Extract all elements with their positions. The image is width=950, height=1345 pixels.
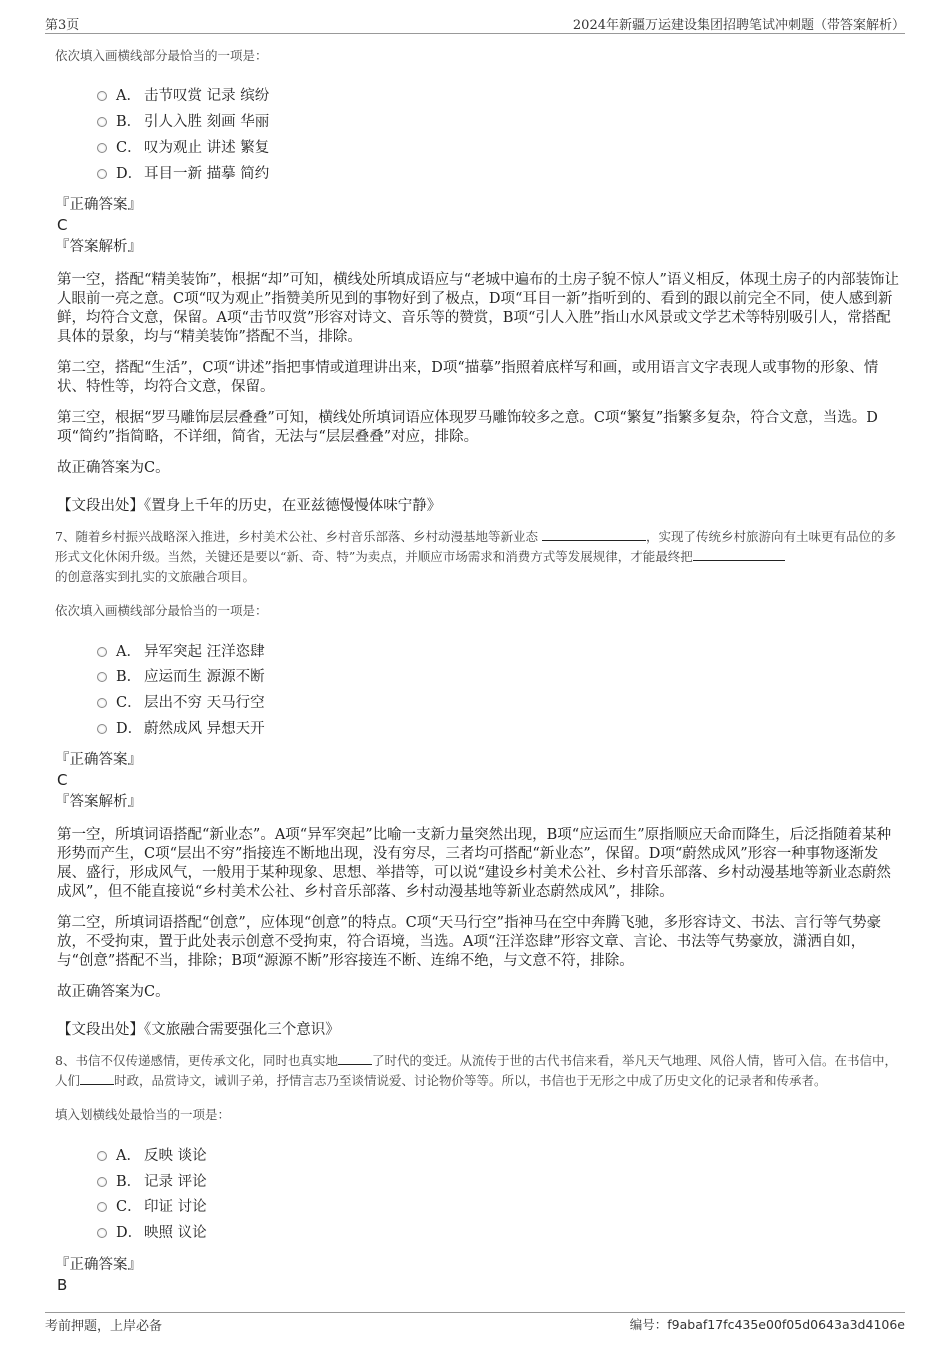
q7-prompt: 依次填入画横线部分最恰当的一项是： xyxy=(55,603,268,619)
q8-answer-label: 『正确答案』 xyxy=(55,1256,142,1273)
q7-source: 【文段出处】《文旅融合需要强化三个意识》 xyxy=(57,1022,340,1039)
q7-analysis-paragraph: 第二空，所填词语搭配“创意”，应体现“创意”的特点。C项“天马行空”指神马在空中奔腾飞驰，多形容诗文、书法、言行等气势豪放，不受拘束，置于此处表示创意不受拘束，符合语境，当选。A项“汪洋恣肆”形容文章、言论、书法等气势豪放，潇洒自如，与“创意”搭配不当，排除；B项“源源不断”形容接连不断、连绵不绝，与文意不符，排除。 xyxy=(57,915,882,970)
q7-answer-label: 『正确答案』 xyxy=(55,752,142,769)
q8-options xyxy=(97,1141,900,1244)
radio-icon[interactable] xyxy=(97,143,107,153)
q8-option-c[interactable]: C． 印证 讨论 xyxy=(97,1193,900,1219)
q6-option-c[interactable]: C． 叹为观止 讲述 繁复 xyxy=(97,134,900,160)
q6-analysis-label: 『答案解析』 xyxy=(55,239,142,256)
document-id: 编号：f9abaf17fc435e00f05d0643a3d4106e xyxy=(629,1317,905,1332)
q8-answer: B xyxy=(57,1275,68,1294)
radio-icon[interactable] xyxy=(97,1228,107,1238)
q6-analysis-paragraph: 第二空，搭配“生活”，C项“讲述”指把事情或道理讲出来，D项“描摹”指照着底样写和画，或用语言文字表现人或事物的形象、情状、特性等，均符合文意，保留。 xyxy=(57,360,879,396)
radio-icon[interactable] xyxy=(97,117,107,127)
radio-icon[interactable] xyxy=(97,698,107,708)
q7-option-b[interactable]: B． 应运而生 源源不断 xyxy=(97,663,900,689)
q6-source: 【文段出处】《置身上千年的历史，在亚兹德慢慢体味宁静》 xyxy=(57,498,442,515)
q8-option-d[interactable]: D． 映照 议论 xyxy=(97,1219,900,1245)
radio-icon[interactable] xyxy=(97,672,107,682)
radio-icon[interactable] xyxy=(97,1202,107,1212)
page-number: 第3页 xyxy=(45,18,80,33)
document-title: 2024年新疆万运建设集团招聘笔试冲刺题（带答案解析） xyxy=(572,18,905,33)
radio-icon[interactable] xyxy=(97,91,107,101)
q8-option-a[interactable]: A． 反映 谈论 xyxy=(97,1141,900,1167)
q6-option-a[interactable]: A． 击节叹赏 记录 缤纷 xyxy=(97,82,900,108)
page-header xyxy=(45,12,905,34)
q6-options xyxy=(97,82,900,185)
q6-answer-label: 『正确答案』 xyxy=(55,197,142,214)
q8-prompt: 填入划横线处最恰当的一项是： xyxy=(55,1107,231,1123)
page-footer xyxy=(45,1312,905,1336)
q7-option-c[interactable]: C． 层出不穷 天马行空 xyxy=(97,689,900,715)
q7-option-d[interactable]: D． 蔚然成风 异想天开 xyxy=(97,715,900,741)
radio-icon[interactable] xyxy=(97,169,107,179)
radio-icon[interactable] xyxy=(97,647,107,657)
q8-option-b[interactable]: B． 记录 评论 xyxy=(97,1167,900,1193)
radio-icon[interactable] xyxy=(97,1151,107,1161)
radio-icon[interactable] xyxy=(97,1177,107,1187)
q6-option-b[interactable]: B． 引人入胜 刻画 华丽 xyxy=(97,108,900,134)
answer-blank xyxy=(80,1071,114,1085)
q6-answer: C xyxy=(57,216,68,235)
q7-options xyxy=(97,637,900,740)
radio-icon[interactable] xyxy=(97,724,107,734)
q6-conclusion: 故正确答案为C。 xyxy=(57,460,170,477)
q7-conclusion: 故正确答案为C。 xyxy=(57,984,170,1001)
q6-option-d[interactable]: D． 耳目一新 描摹 简约 xyxy=(97,159,900,185)
q6-analysis-paragraph: 第一空，搭配“精美装饰”，根据“却”可知，横线处所填成语应与“老城中遍布的土房子貌不惊人”语义相反，体现土房子的内部装饰让人眼前一亮之意。C项“叹为观止”指赞美所见到的事物好到了极点，D项“耳目一新”指听到的、看到的跟以前完全不同，使人感到新鲜，均符合文意，保留。A项“击节叹赏”形容对诗文、音乐等的赞赏，B项“引人入胜”指山水风景或文学艺术等特别吸引人，常搭配具体的景象，均与“精美装饰”搭配不当，排除。 xyxy=(57,272,899,346)
q8-stem: 8、书信不仅传递感情，更传承文化，同时也真实地 了时代的变迁。从流传于世的古代书信来看，举凡天气地理、风俗人情，皆可入信。在书信中，人们 时政，品赏诗文，诫训子弟，抒情言志乃至谈情说爱、讨论物价等等。所以，书信也于无形之中成了历史文化的记录者和传承者。 xyxy=(55,1053,897,1089)
q7-option-a[interactable]: A． 异军突起 汪洋恣肆 xyxy=(97,637,900,663)
q6-analysis-paragraph: 第三空，根据“罗马雕饰层层叠叠”可知，横线处所填词语应体现罗马雕饰较多之意。C项“繁复”指繁多复杂，符合文意，当选。D项“简约”指简略，不详细，简省，无法与“层层叠叠”对应，排除。 xyxy=(57,410,878,446)
page-content xyxy=(55,42,900,1297)
footer-slogan: 考前押题，上岸必备 xyxy=(45,1319,163,1334)
q6-prompt: 依次填入画横线部分最恰当的一项是： xyxy=(55,48,268,63)
q7-analysis-label: 『答案解析』 xyxy=(55,794,142,811)
answer-blank xyxy=(542,527,646,541)
answer-blank xyxy=(338,1051,372,1065)
q7-answer: C xyxy=(57,771,68,790)
q7-stem: 7、随着乡村振兴战略深入推进，乡村美术公社、乡村音乐部落、乡村动漫基地等新业态 ，实现了传统乡村旅游向有土味更有品位的多形式文化休闲升级。当然，关键还是要以“新、奇、特”为卖点，并顺应市场需求和消费方式等发展规律，才能最终把 的创意落实到扎实的文旅融合项目。 xyxy=(55,529,896,585)
q7-analysis-paragraph: 第一空，所填词语搭配“新业态”。A项“异军突起”比喻一支新力量突然出现，B项“应运而生”原指顺应天命而降生，后泛指随着某种形势而产生，C项“层出不穷”指接连不断地出现，没有穷尽，三者均可搭配“新业态”，保留。D项“蔚然成风”形容一种事物逐渐发展、盛行，形成风气，一般用于某种现象、思想、举措等，可以说“建设乡村美术公社、乡村音乐部落、乡村动漫基地等新业态蔚然成风”，但不能直接说“乡村美术公社、乡村音乐部落、乡村动漫基地等新业态蔚然成风”，排除。 xyxy=(57,827,892,901)
answer-blank xyxy=(693,547,785,561)
